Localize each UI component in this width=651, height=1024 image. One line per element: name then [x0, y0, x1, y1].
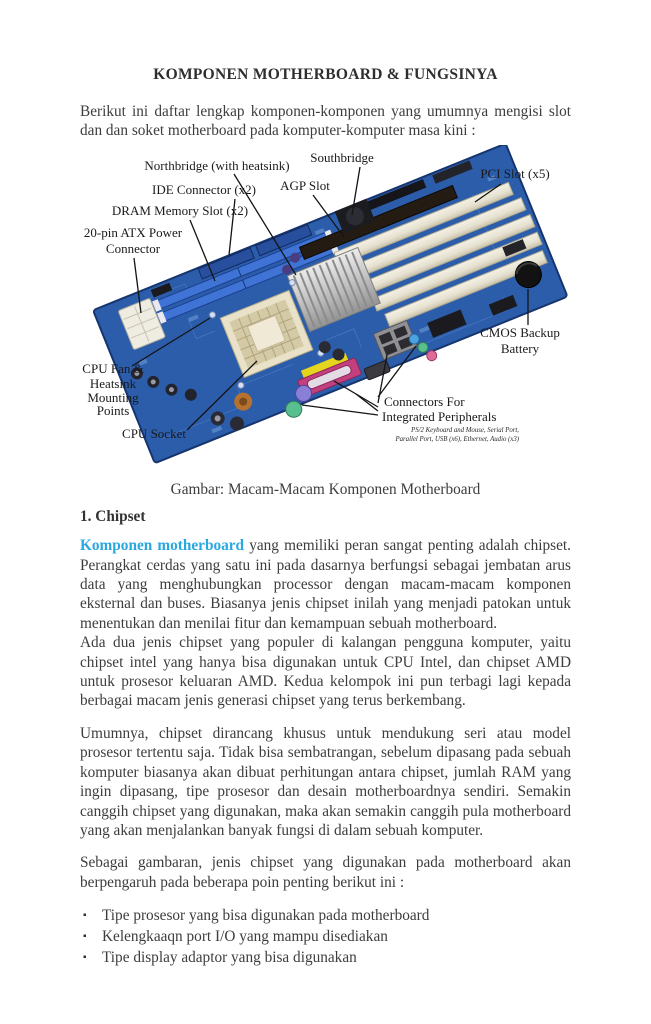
- section-heading: 1. Chipset: [80, 508, 146, 526]
- intro-paragraph: Berikut ini daftar lengkap komponen-komponen yang umumnya mengisi slot dan dan soket motherboard pada komputer-komputer masa kini :: [80, 103, 571, 140]
- figure-caption: Gambar: Macam-Macam Komponen Motherboard: [170, 480, 481, 498]
- label-atx-power-line1: 20-pin ATX Power: [83, 224, 183, 240]
- paragraph-chipset-3: Umumnya, chipset dirancang khusus untuk mendukung seri atau model prosesor tertentu saja. Tidak bisa sembatrangan, sebelum dipasang pada sebuah komputer biasanya akan dibuat perhitungan antara chipset, jumlah RAM yang ingin dipasang, tipe prosesor dan desain motherboardnya sendiri. Semakin canggih chipset yang digunakan, maka akan semakin canggih pula motherboard yang akan menjalankan banyak fungsi di dalam sebuah komputer.: [80, 724, 571, 839]
- label-northbridge: Northbridge (with heatsink): [144, 157, 290, 173]
- motherboard-photo: [72, 145, 582, 467]
- label-peripherals-sub1: PS/2 Keyboard and Mouse, Serial Port,: [411, 426, 519, 434]
- label-cmos-line1: CMOS Backup: [480, 324, 560, 340]
- paragraph-chipset-2: Ada dua jenis chipset yang populer di kalangan pengguna komputer, yaitu chipset intel yang hanya bisa digunakan untuk CPU Intel, dan chipset AMD untuk prosesor keluaran AMD. Kedua kelompok ini pun terbagi lagi kepada berbagai macam jenis generasi chipset yang terus berkembang.: [80, 634, 571, 710]
- chipset-points-list: [80, 905, 571, 968]
- label-cpu-socket: CPU Socket: [122, 425, 186, 441]
- label-cpufan-line2: Heatsink: [89, 375, 137, 391]
- motherboard-figure: [72, 145, 588, 472]
- list-item: ▪ Tipe display adaptor yang bisa digunakan: [80, 947, 571, 968]
- label-peripherals-sub2: Parallel Port, USB (x6), Ethernet, Audio (x3): [395, 435, 519, 443]
- komponen-motherboard-link[interactable]: Komponen motherboard: [80, 537, 245, 555]
- label-connectors-line2: Integrated Peripherals: [382, 408, 497, 424]
- paragraph-chipset-1-text: yang memiliki peran sangat penting adalah chipset. Perangkat cerdas yang satu ini pada dasarnya berfungsi sebagai jembatan arus data yang menghubungkan processor dengan macam-macam komponen eksternal dan buses. Biasanya jenis chipset inilah yang menjadi patokan untuk menentukan dan menilai fitur dan kemampuan sebuah motherboard.: [80, 537, 571, 632]
- list-item: ▪ Kelengkaaqn port I/O yang mampu disediakan: [80, 926, 571, 947]
- label-agp-slot: AGP Slot: [280, 177, 330, 193]
- label-cpufan-line4: Points: [96, 402, 130, 418]
- page-title: KOMPONEN MOTHERBOARD & FUNGSINYA: [153, 66, 498, 83]
- paragraph-chipset-4: Sebagai gambaran, jenis chipset yang digunakan pada motherboard akan berpengaruh pada beberapa poin penting berikut ini :: [80, 854, 571, 891]
- label-cpufan-line1: CPU Fan &: [82, 360, 144, 376]
- paragraph-chipset-1: [80, 536, 571, 633]
- label-connectors-line1: Connectors For: [384, 393, 465, 409]
- label-cmos-line2: Battery: [500, 340, 540, 356]
- label-cpufan-line3: Mounting: [87, 389, 139, 405]
- label-ide-connector: IDE Connector (x2): [152, 181, 256, 197]
- label-atx-power-line2: Connector: [105, 240, 161, 256]
- label-southbridge: Southbridge: [310, 149, 374, 165]
- label-dram-slot: DRAM Memory Slot (x2): [111, 202, 249, 218]
- list-item: ▪ Tipe prosesor yang bisa digunakan pada motherboard: [80, 905, 571, 926]
- label-pci-slot: PCI Slot (x5): [480, 165, 550, 181]
